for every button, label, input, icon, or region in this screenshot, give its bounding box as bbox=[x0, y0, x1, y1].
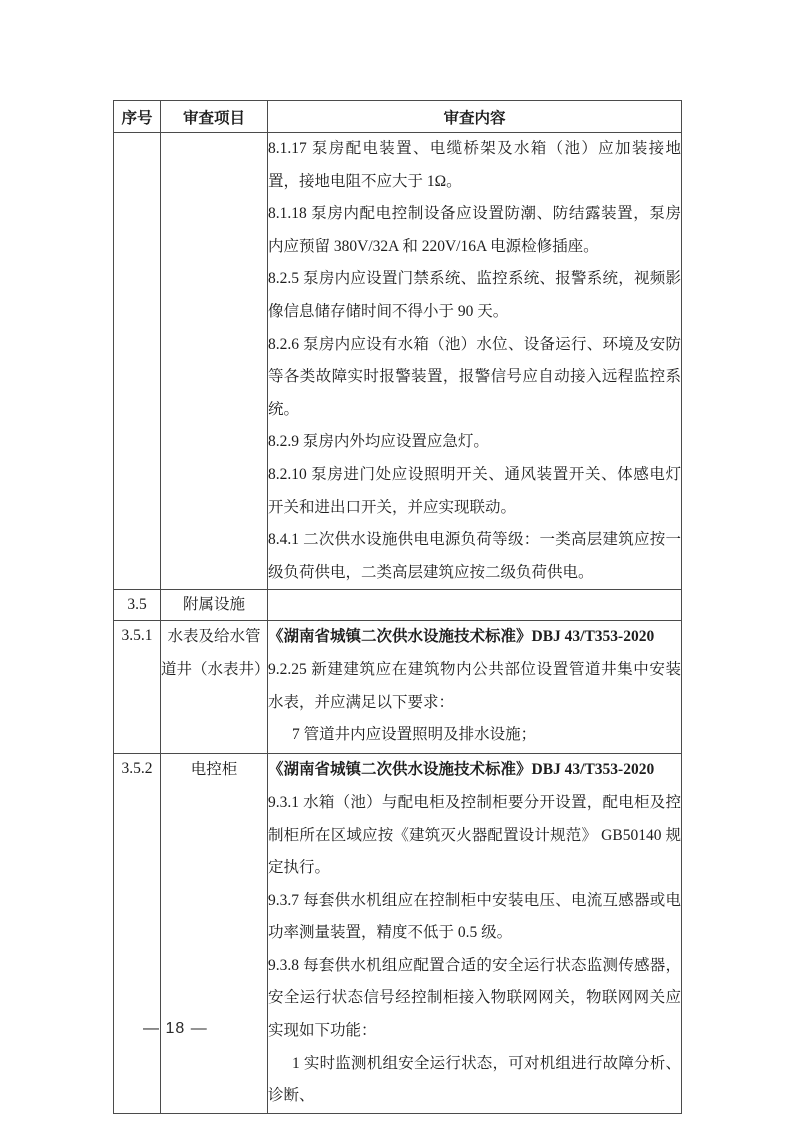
item-cell bbox=[161, 754, 268, 1114]
table-row bbox=[114, 133, 682, 590]
header-serial-number: 序号 bbox=[114, 101, 161, 133]
serial-cell bbox=[114, 133, 161, 590]
content-paragraph: 8.2.6 泵房内应设有水箱（池）水位、设备运行、环境及安防等各类故障实时报警装置，报警信号应自动接入远程监控系统。 bbox=[268, 335, 681, 418]
item-label: 水表及给水管 bbox=[167, 628, 261, 646]
standard-title: 《湖南省城镇二次供水设施技术标准》DBJ 43/T353-2020 bbox=[268, 628, 655, 646]
item-cell bbox=[161, 621, 268, 754]
content-paragraph: 9.3.7 每套供水机组应在控制柜中安装电压、电流互感器或电功率测量装置，精度不低于 0.5 级。 bbox=[268, 891, 681, 942]
content-paragraph: 9.3.1 水箱（池）与配电柜及控制柜要分开设置，配电柜及控制柜所在区域应按《建筑灭火器配置设计规范》 GB50140 规定执行。 bbox=[268, 793, 681, 877]
content-subitem: 7 管道井内应设置照明及排水设施； bbox=[292, 726, 537, 744]
content-subitem: 1 实时监测机组安全运行状态，可对机组进行故障分析、诊断、 bbox=[268, 1054, 681, 1105]
content-paragraph: 8.4.1 二次供水设施供电电源负荷等级：一类高层建筑应按一级负荷供电，二类高层建筑应按二级负荷供电。 bbox=[268, 531, 681, 581]
standard-title: 《湖南省城镇二次供水设施技术标准》DBJ 43/T353-2020 bbox=[268, 761, 655, 779]
table-row bbox=[114, 754, 682, 1114]
table-row bbox=[114, 590, 682, 621]
item-label: 道井（水表井） bbox=[161, 660, 270, 678]
item-cell bbox=[161, 133, 268, 590]
content-paragraph: 8.2.10 泵房进门处应设照明开关、通风装置开关、体感电灯开关和进出口开关，并应实现联动。 bbox=[268, 465, 681, 516]
serial-cell: 3.5.1 bbox=[114, 621, 161, 754]
content-paragraph: 9.2.25 新建建筑应在建筑物内公共部位设置管道井集中安装水表，并应满足以下要求： bbox=[268, 660, 681, 711]
content-paragraph: 9.3.8 每套供水机组应配置合适的安全运行状态监测传感器，安全运行状态信号经控制柜接入物联网网关，物联网网关应实现如下功能： bbox=[268, 956, 681, 1040]
page-number: — 18 — bbox=[143, 1020, 208, 1037]
table-row bbox=[114, 621, 682, 754]
header-review-content: 审查内容 bbox=[268, 101, 682, 133]
content-cell bbox=[268, 590, 682, 621]
item-label: 附属设施 bbox=[182, 596, 245, 614]
content-paragraph: 8.1.17 泵房配电装置、电缆桥架及水箱（池）应加装接地置，接地电阻不应大于 1Ω。 bbox=[268, 140, 681, 190]
header-review-item: 审查项目 bbox=[161, 101, 268, 133]
table-header-row bbox=[114, 101, 682, 133]
content-paragraph: 8.1.18 泵房内配电控制设备应设置防潮、防结露装置，泵房内应预留 380V/32A 和 220V/16A 电源检修插座。 bbox=[268, 205, 681, 255]
serial-cell: 3.5.2 bbox=[114, 754, 161, 1114]
review-table bbox=[113, 100, 682, 1114]
content-cell bbox=[268, 754, 682, 1114]
serial-cell: 3.5 bbox=[114, 590, 161, 621]
item-cell bbox=[161, 590, 268, 621]
content-paragraph: 8.2.5 泵房内应设置门禁系统、监控系统、报警系统，视频影像信息储存储时间不得小于 90 天。 bbox=[268, 270, 681, 320]
item-label: 电控柜 bbox=[190, 761, 238, 779]
content-paragraph: 8.2.9 泵房内外均应设置应急灯。 bbox=[268, 433, 489, 451]
content-cell bbox=[268, 621, 682, 754]
content-cell bbox=[268, 133, 682, 590]
